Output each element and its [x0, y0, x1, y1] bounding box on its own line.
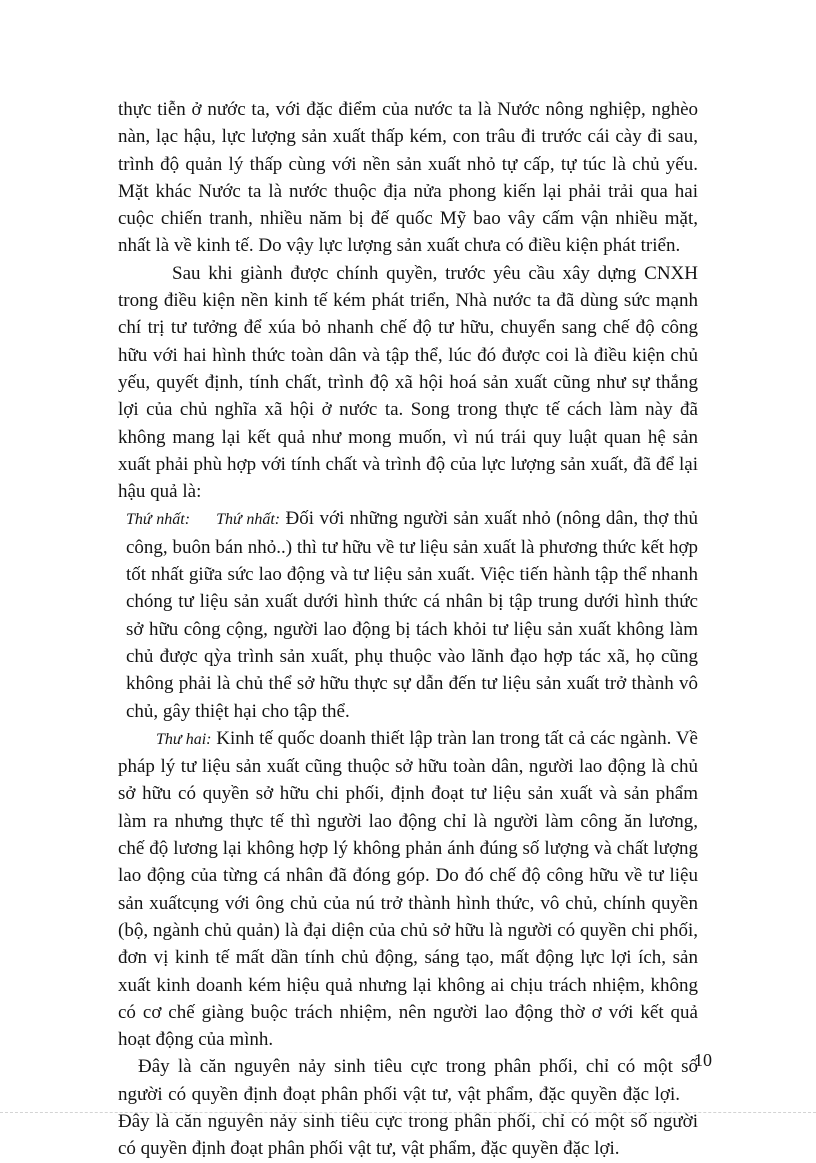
- page-bottom-edge: [0, 1112, 816, 1113]
- page-number: 10: [694, 1050, 712, 1070]
- point-one-text: Đối với những người sản xuất nhỏ (nông dân, thợ thủ công, buôn bán nhỏ..) thì tư hữu về tư liệu sản xuất là phương thức kết hợp tốt nhất giữa sức lao động và tư liệu sản xuất. Việc tiến hành tập thể nhanh chóng tư liệu sản xuất dưới hình thức cá nhân bị tập trung dưới hình thức sở hữu công cộng, người lao động bị tách khỏi tư liệu sản xuất không làm chủ được qỳa trình sản xuất, phụ thuộc vào lãnh đạo hợp tác xã, họ cũng không phải là chủ thể sở hữu thực sự dẫn đến tư liệu sản xuất trở thành vô chủ, gây thiệt hại cho tập thể.: [126, 508, 698, 722]
- point-one-label-b: Thứ nhất:: [216, 511, 281, 529]
- paragraph-closing: [118, 1053, 698, 1162]
- paragraph-after-independence: Sau khi giành được chính quyền, trước yêu cầu xây dựng CNXH trong điều kiện nền kinh tế kém phát triển, Nhà nước ta đã dùng sức mạnh chí trị tư tưởng để xúa bỏ nhanh chế độ tư hữu, chuyển sang chế độ công hữu với hai hình thức toàn dân và tập thể, lúc đó được coi là điều kiện chủ yếu, quyết định, tính chất, trình độ xã hội hoá sản xuất cũng như sự thắng lợi của chủ nghĩa xã hội ở nước ta. Song trong thực tế cách làm này đã không mang lại kết quả như mong muốn, vì nú trái quy luật quan hệ sản xuất phải phù hợp với tính chất và trình độ của lực lượng sản xuất, đã để lại hậu quả là:: [118, 262, 698, 503]
- point-one-label-a: Thứ nhất:: [126, 511, 191, 529]
- paragraph-point-one: [126, 505, 698, 724]
- point-two-text: Kinh tế quốc doanh thiết lập tràn lan trong tất cả các ngành. Về pháp lý tư liệu sản xuất cũng thuộc sở hữu toàn dân, người lao động là chủ sở hữu có quyền sở hữu chi phối, định đoạt tư liệu sản xuất và sản phẩm làm ra nhưng thực tế thì người lao động chỉ là người làm công ăn lương, chế độ lương lại không hợp lý không phản ánh đúng số lượng và chất lượng lao động của từng cá nhân đã đóng góp. Do đó chế độ công hữu về tư liệu sản xuấtcụng với ông chủ của nú trở thành hình thức, vô chủ, chính quyền (bộ, ngành chủ quản) là đại diện của chủ sở hữu là người có quyền chi phối, đơn vị kinh tế mất dần tính chủ động, sáng tạo, mất động lực lợi ích, sản xuất kinh doanh kém hiệu quả nhưng lại không ai chịu trách nhiệm, không có cơ chế giàng buộc trách nhiệm, nên người lao động thờ ơ với kết quả hoạt động của mình.: [118, 727, 698, 1051]
- point-two-label: Thư hai:: [156, 730, 212, 748]
- paragraph-point-two: [118, 725, 698, 1054]
- body-text: [118, 96, 698, 1163]
- paragraph-intro: thực tiễn ở nước ta, với đặc điểm của nước ta là Nước nông nghiệp, nghèo nàn, lạc hậu, lực lượng sản xuất thấp kém, con trâu đi trước cái cày đi sau, trình độ quản lý thấp cùng với nền sản xuất nhỏ tự cấp, tự túc là chủ yếu. Mặt khác Nước ta là nước thuộc địa nửa phong kiến lại phải trải qua hai cuộc chiến tranh, nhiều năm bị đế quốc Mỹ bao vây cấm vận nhiều mặt, nhất là về kinh tế. Do vậy lực lượng sản xuất chưa có điều kiện phát triển.: [118, 99, 698, 257]
- closing-sentence-a: Đây là căn nguyên nảy sinh tiêu cực trong phân phối, chỉ có một số người có quyền định đoạt phân phối vật tư, vật phẩm, đặc quyền đặc lợi.: [118, 1056, 698, 1105]
- closing-sentence-b: Đây là căn nguyên nảy sinh tiêu cực trong phân phối, chỉ có một số người có quyền định đoạt phân phối vật tư, vật phẩm, đặc quyền đặc lợi.: [118, 1110, 698, 1160]
